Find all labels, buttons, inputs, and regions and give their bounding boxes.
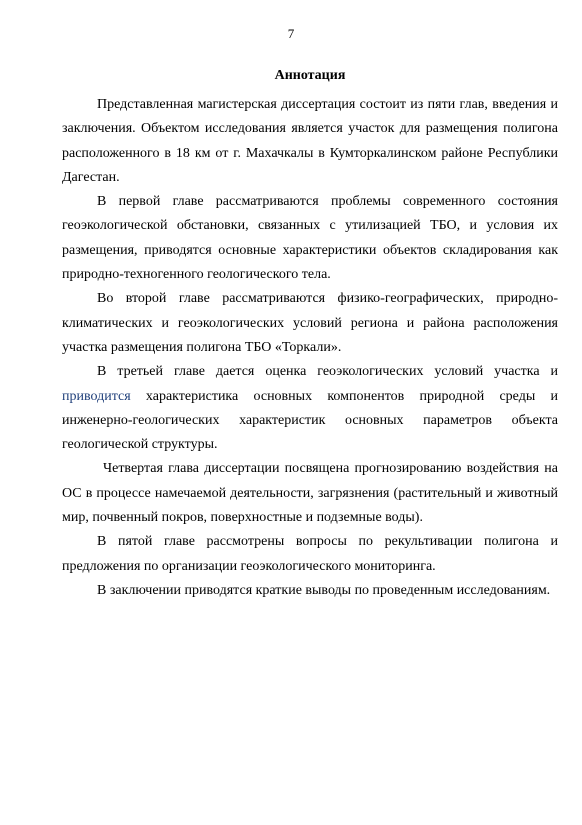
page-number: 7 (287, 26, 295, 41)
paragraph-chapter-3 (62, 360, 558, 457)
paragraph-chapter-5: В пятой главе рассмотрены вопросы по рекультивации полигона и предложения по организации геоэкологического мониторинга. (62, 534, 558, 574)
paragraph-chapter-1: В первой главе рассматриваются проблемы современного состояния геоэкологической обстановки, связанных с утилизацией ТБО, и условия их размещения, приводятся основные характеристики объектов складирования как природно-техногенного геологического тела. (62, 194, 558, 283)
highlighted-word: приводится (62, 388, 131, 404)
annotation-body (62, 93, 558, 603)
paragraph-intro: Представленная магистерская диссертация состоит из пяти глав, введения и заключения. Объектом исследования является участок для размещения полигона расположенного в 18 км от г. Махачкалы в Кумторкалинском районе Республики Дагестан. (62, 97, 558, 185)
paragraph-chapter-3-start: В третьей главе дается оценка геоэкологических условий участка и (97, 364, 558, 380)
paragraph-conclusion: В заключении приводятся краткие выводы по проведенным исследованиям. (97, 582, 551, 598)
page-title: Аннотация (274, 68, 346, 83)
paragraph-chapter-4: Четвертая глава диссертации посвящена прогнозированию воздействия на ОС в процессе намечаемой деятельности, загрязнения (растительный и животный мир, почвенный покров, поверхностные и подземные воды). (62, 461, 558, 526)
paragraph-chapter-3-end: характеристика основных компонентов природной среды и инженерно-геологических характеристик основных параметров объекта геологической структуры. (62, 388, 558, 453)
paragraph-chapter-2: Во второй главе рассматриваются физико-географических, природно-климатических и геоэкологических условий региона и района расположения участка размещения полигона ТБО «Торкали». (62, 291, 558, 355)
